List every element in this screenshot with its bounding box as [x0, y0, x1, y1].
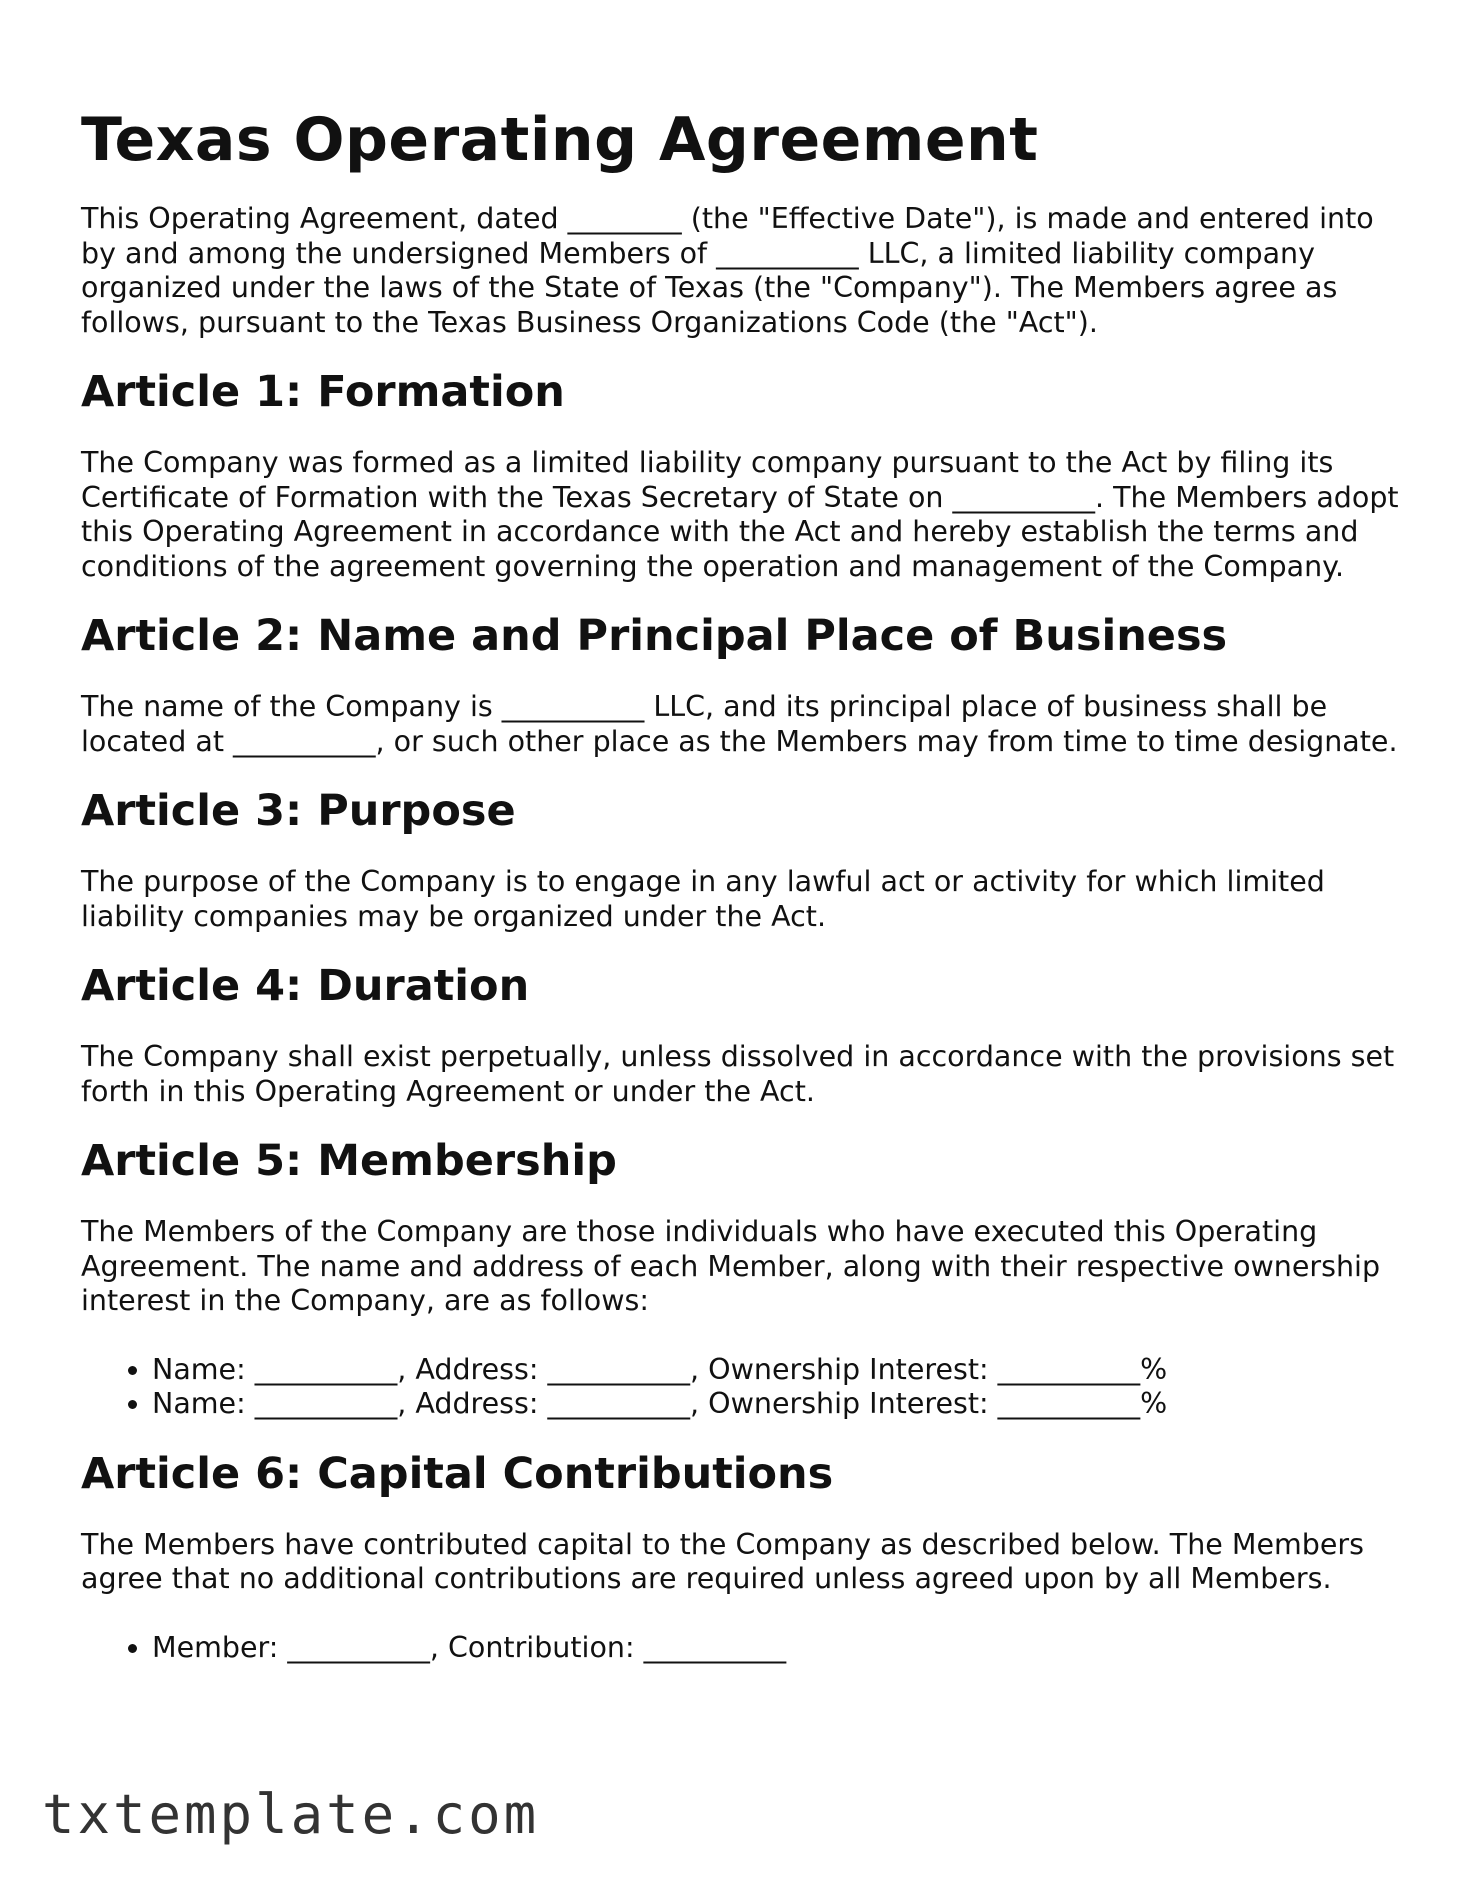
document-title: Texas Operating Agreement: [81, 105, 1039, 175]
article-heading: Article 1: Formation: [81, 367, 565, 417]
article-heading: Article 5: Membership: [81, 1136, 617, 1186]
article-body: The Members have contributed capital to the Company as described below. The Members agree that no additional contributions are required unless agreed upon by all Members.: [81, 1527, 1364, 1595]
article-body: The Company shall exist perpetually, unless dissolved in accordance with the provisions set forth in this Operating Agreement or under the Act.: [81, 1040, 1395, 1108]
article-6: [81, 1446, 1401, 1666]
contribution-list: [81, 1631, 1401, 1666]
document-page: [81, 100, 1401, 1665]
article-4: [81, 958, 1401, 1109]
intro-paragraph: This Operating Agreement, dated ________ (the "Effective Date"), is made and entered into by and among the undersigned Members of __________ LLC, a limited liability company organized under the laws of the State of Texas (the "Company"). The Members agree as follows, pursuant to the Texas Business Organizations Code (the "Act").: [81, 202, 1374, 339]
list-item: • Member: __________, Contribution: __________: [152, 1631, 1401, 1666]
member-list: [81, 1353, 1401, 1422]
list-item: • Name: __________, Address: __________, Ownership Interest: __________%: [152, 1387, 1401, 1422]
article-body: The name of the Company is __________ LLC, and its principal place of business shall be located at __________, or such other place as the Members may from time to time designate.: [81, 690, 1398, 758]
article-heading: Article 4: Duration: [81, 961, 530, 1011]
article-body: The purpose of the Company is to engage in any lawful act or activity for which limited liability companies may be organized under the Act.: [81, 865, 1325, 933]
article-body: The Company was formed as a limited liability company pursuant to the Act by filing its Certificate of Formation with the Texas Secretary of State on __________. The Members adopt this Operating Agreement in accordance with the Act and hereby establish the terms and conditions of the agreement governing the operation and management of the Company.: [81, 446, 1399, 583]
article-3: [81, 783, 1401, 934]
list-item: • Name: __________, Address: __________, Ownership Interest: __________%: [152, 1353, 1401, 1388]
article-heading: Article 2: Name and Principal Place of Business: [81, 611, 1228, 661]
watermark-text: txtemplate.com: [42, 1783, 540, 1846]
article-heading: Article 6: Capital Contributions: [81, 1448, 834, 1499]
article-1: [81, 364, 1401, 584]
article-body: The Members of the Company are those individuals who have executed this Operating Agreement. The name and address of each Member, along with their respective ownership interest in the Company, are as follows:: [81, 1215, 1381, 1317]
article-5: [81, 1133, 1401, 1422]
article-2: [81, 608, 1401, 759]
article-heading: Article 3: Purpose: [81, 786, 516, 836]
